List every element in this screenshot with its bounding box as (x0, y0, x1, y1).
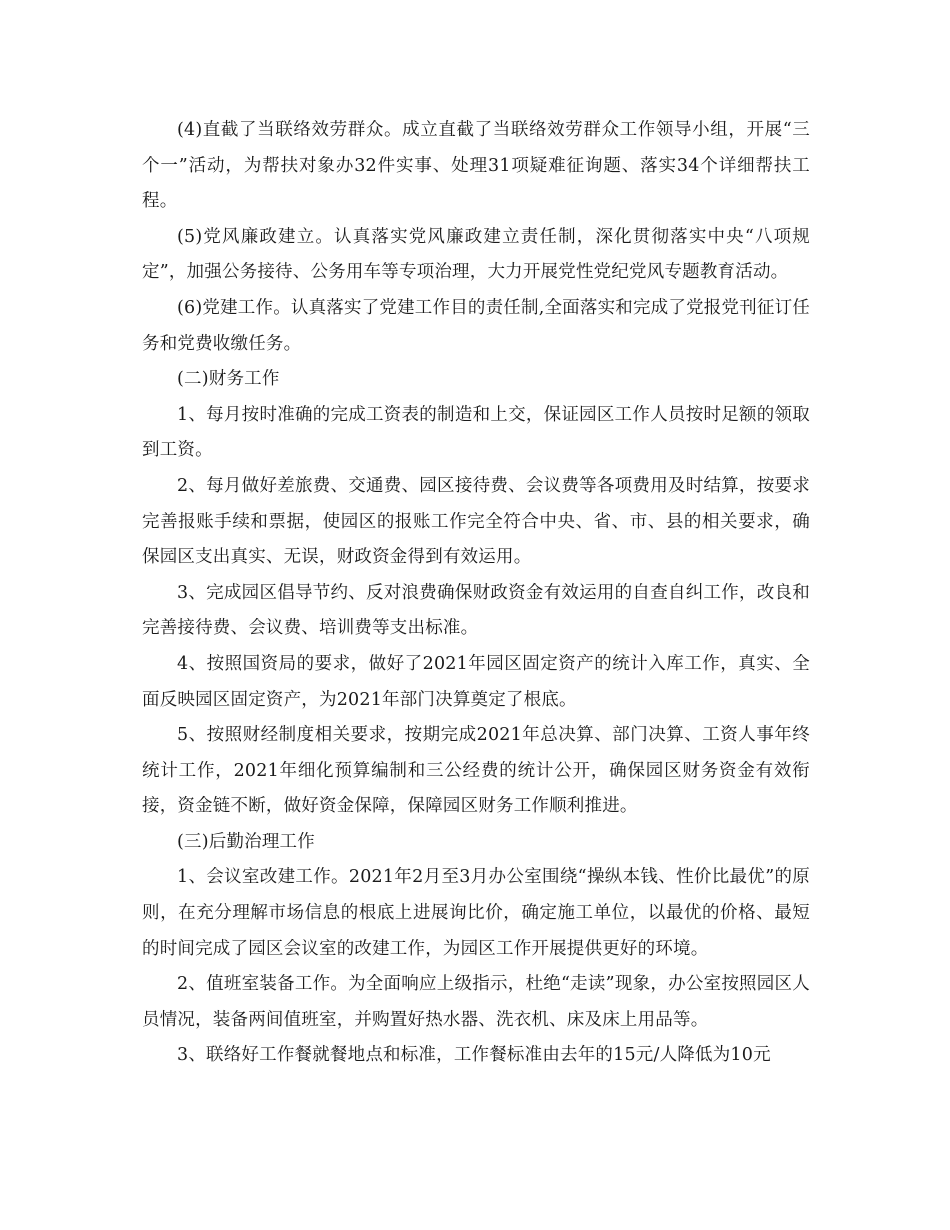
paragraph-integrity-building: (5)党风廉政建立。认真落实党风廉政建立责任制，深化贯彻落实中央“八项规定”，加强公务接待、公务用车等专项治理，大力开展党性党纪党风专题教育活动。 (142, 226, 810, 283)
paragraph-logistics-1: 1、会议室改建工作。2021年2月至3月办公室围绕“操纵本钱、性价比最优”的原则，在充分理解市场信息的根底上进展询比价，确定施工单位，以最优的价格、最短的时间完成了园区会议室的改建工作，为园区工作开展提供更好的环境。 (142, 867, 810, 959)
paragraph-finance-1: 1、每月按时准确的完成工资表的制造和上交，保证园区工作人员按时足额的领取到工资。 (142, 404, 810, 461)
document-body (142, 113, 810, 1074)
paragraph-logistics-2: 2、值班室装备工作。为全面响应上级指示，杜绝“走读”现象，办公室按照园区人员情况，装备两间值班室，并购置好热水器、洗衣机、床及床上用品等。 (142, 974, 810, 1030)
paragraph-finance-4: 4、按照国资局的要求，做好了2021年园区固定资产的统计入库工作，真实、全面反映园区固定资产，为2021年部门决算奠定了根底。 (142, 653, 810, 710)
paragraph-finance-5: 5、按照财经制度相关要求，按期完成2021年总决算、部门决算、工资人事年终统计工作，2021年细化预算编制和三公经费的统计公开，确保园区财务资金有效衔接，资金链不断，做好资金保障，保障园区财务工作顺利推进。 (142, 725, 810, 817)
paragraph-finance-2: 2、每月做好差旅费、交通费、园区接待费、会议费等各项费用及时结算，按要求完善报账手续和票据，使园区的报账工作完全符合中央、省、市、县的相关要求，确保园区支出真实、无误，财政资金得到有效运用。 (142, 475, 810, 568)
section-heading-logistics: (三)后勤治理工作 (177, 831, 315, 852)
paragraph-finance-3: 3、完成园区倡导节约、反对浪费确保财政资金有效运用的自查自纠工作，改良和完善接待费、会议费、培训费等支出标准。 (142, 582, 810, 639)
section-heading-finance: (二)财务工作 (177, 369, 280, 390)
paragraph-logistics-3: 3、联络好工作餐就餐地点和标准，工作餐标准由去年的15元/人降低为10元 (177, 1045, 771, 1066)
paragraph-party-building: (6)党建工作。认真落实了党建工作目的责任制,全面落实和完成了党报党刊征订任务和党费收缴任务。 (142, 297, 810, 354)
paragraph-direct-contact: (4)直截了当联络效劳群众。成立直截了当联络效劳群众工作领导小组，开展“三个一”活动，为帮扶对象办32件实事、处理31项疑难征询题、落实34个详细帮扶工程。 (142, 120, 810, 212)
